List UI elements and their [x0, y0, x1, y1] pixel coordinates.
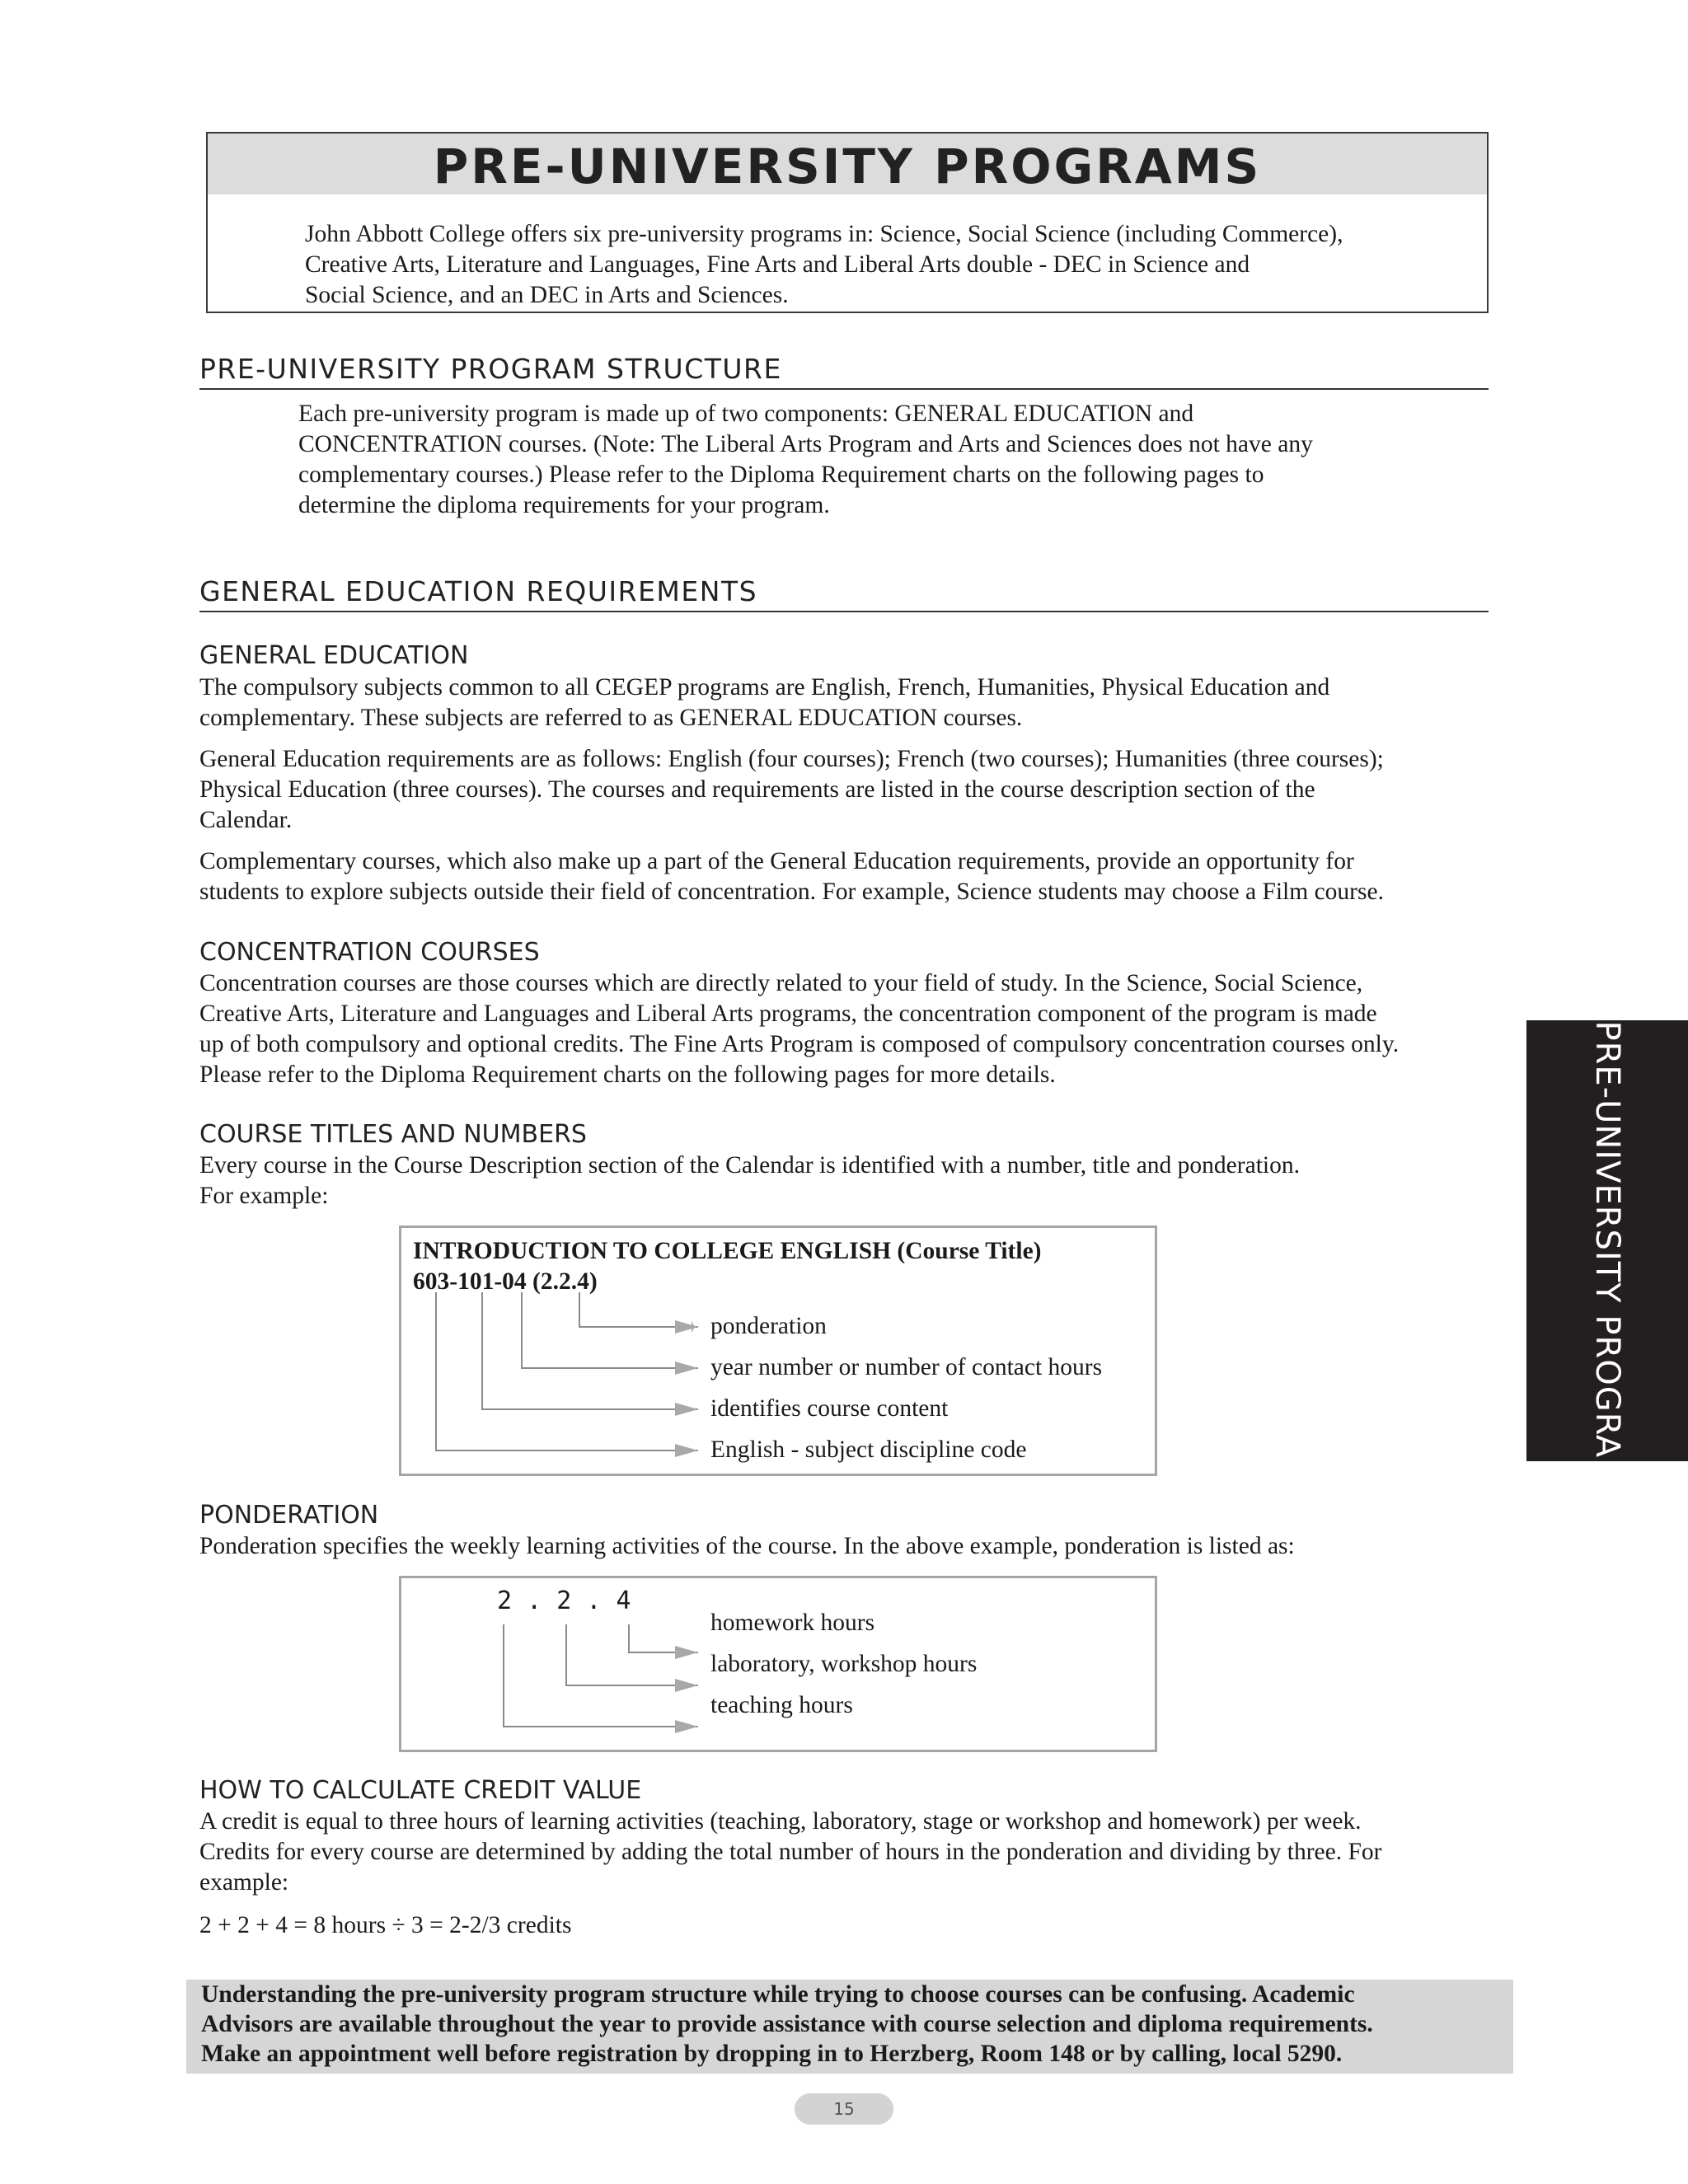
structure-line: CONCENTRATION courses. (Note: The Liberal Arts Program and Arts and Sciences does not have any: [298, 431, 1313, 457]
advising-note: [201, 1980, 1498, 2069]
ponderation-paragraph: [199, 1531, 1518, 1562]
label-teaching-hours: teaching hours: [710, 1692, 853, 1718]
label-discipline-code: English - subject discipline code: [710, 1436, 1027, 1463]
text-line: students to explore subjects outside their field of concentration. For example, Science students may choose a Film course.: [199, 879, 1384, 905]
example-course-title: INTRODUCTION TO COLLEGE ENGLISH (Course Title): [413, 1238, 1042, 1264]
note-line: Make an appointment well before registration by dropping in to Herzberg, Room 148 or by calling, local 5290.: [201, 2041, 1343, 2067]
intro-line: Social Science, and an DEC in Arts and Sciences.: [305, 282, 789, 308]
text-line: Every course in the Course Description section of the Calendar is identified with a number, title and ponderation.: [199, 1152, 1300, 1179]
intro-line: Creative Arts, Literature and Languages, Fine Arts and Liberal Arts double - DEC in Science and: [305, 251, 1250, 278]
gen-ed-heading: GENERAL EDUCATION REQUIREMENTS: [199, 575, 758, 607]
label-course-content: identifies course content: [710, 1395, 949, 1422]
label-homework-hours: homework hours: [710, 1610, 875, 1636]
text-line: For example:: [199, 1183, 329, 1209]
label-lab-hours: laboratory, workshop hours: [710, 1651, 978, 1677]
concentration-heading: CONCENTRATION COURSES: [199, 938, 540, 967]
text-line: Please refer to the Diploma Requirement charts on the following pages for more details.: [199, 1062, 1056, 1088]
text-line: A credit is equal to three hours of learning activities (teaching, laboratory, stage or workshop and homework) per week.: [199, 1808, 1362, 1835]
note-line: Advisors are available throughout the year to provide assistance with course selection and diploma requirements.: [201, 2011, 1373, 2037]
structure-heading: PRE-UNIVERSITY PROGRAM STRUCTURE: [199, 353, 782, 385]
advising-note-box: [186, 1980, 1513, 2074]
credit-formula: 2 + 2 + 4 = 8 hours ÷ 3 = 2-2/3 credits: [199, 1912, 572, 1938]
structure-line: determine the diploma requirements for your program.: [298, 492, 830, 518]
general-education-heading: GENERAL EDUCATION: [199, 641, 469, 670]
text-line: Complementary courses, which also make up a part of the General Education requirements, provide an opportunity for: [199, 848, 1354, 874]
structure-line: complementary courses.) Please refer to the Diploma Requirement charts on the following pages to: [298, 462, 1264, 488]
label-contact-hours: year number or number of contact hours: [710, 1354, 1103, 1380]
side-tab-label: PRE-UNIVERSITY PROGRAMS: [1588, 1020, 1626, 1509]
course-titles-heading: COURSE TITLES AND NUMBERS: [199, 1120, 587, 1149]
note-line: Understanding the pre-university program structure while trying to choose courses can be confusing. Academic: [201, 1981, 1355, 2008]
text-line: Creative Arts, Literature and Languages and Liberal Arts programs, the concentration component of the program is made: [199, 1001, 1377, 1027]
text-line: Calendar.: [199, 807, 293, 833]
general-education-para-2: [199, 744, 1518, 836]
text-line: Concentration courses are those courses which are directly related to your field of study. In the Science, Social Science,: [199, 970, 1363, 996]
text-line: example:: [199, 1869, 289, 1896]
ponderation-digits: 2 . 2 . 4: [497, 1586, 631, 1615]
gen-ed-rule: [199, 611, 1489, 612]
intro-paragraph: [305, 219, 1459, 311]
ponderation-diagram: [399, 1576, 1157, 1752]
structure-rule: [199, 388, 1489, 390]
title-box: [206, 132, 1489, 313]
text-line: complementary. These subjects are referred to as GENERAL EDUCATION courses.: [199, 705, 1023, 731]
concentration-paragraph: [199, 968, 1518, 1090]
structure-line: Each pre-university program is made up of two components: GENERAL EDUCATION and: [298, 401, 1194, 427]
text-line: Credits for every course are determined by adding the total number of hours in the ponderation and dividing by three. For: [199, 1839, 1382, 1865]
text-line: Physical Education (three courses). The courses and requirements are listed in the course description section of the: [199, 776, 1315, 803]
text-line: The compulsory subjects common to all CEGEP programs are English, French, Humanities, Physical Education and: [199, 674, 1330, 701]
course-titles-paragraph: [199, 1151, 1518, 1212]
general-education-para-3: [199, 846, 1518, 907]
credit-paragraph: [199, 1807, 1518, 1898]
page-number: 15: [833, 2099, 855, 2119]
course-code-diagram: [399, 1226, 1157, 1476]
general-education-para-1: [199, 673, 1518, 733]
text-line: Ponderation specifies the weekly learning activities of the course. In the above example, ponderation is listed as:: [199, 1533, 1295, 1559]
example-course-code: 603-101-04 (2.2.4): [413, 1268, 598, 1295]
credit-heading: HOW TO CALCULATE CREDIT VALUE: [199, 1776, 642, 1805]
ponderation-heading: PONDERATION: [199, 1501, 379, 1530]
text-line: General Education requirements are as follows: English (four courses); French (two courses); Humanities (three courses);: [199, 746, 1384, 772]
page-number-badge: [795, 2093, 893, 2125]
intro-line: John Abbott College offers six pre-university programs in: Science, Social Science (including Commerce),: [305, 221, 1343, 247]
section-side-tab: [1526, 1020, 1688, 1509]
structure-paragraph: [298, 399, 1485, 521]
page-title: PRE-UNIVERSITY PROGRAMS: [433, 138, 1262, 194]
label-ponderation: ponderation: [710, 1313, 827, 1339]
text-line: up of both compulsory and optional credits. The Fine Arts Program is composed of compulsory concentration courses only.: [199, 1031, 1400, 1057]
